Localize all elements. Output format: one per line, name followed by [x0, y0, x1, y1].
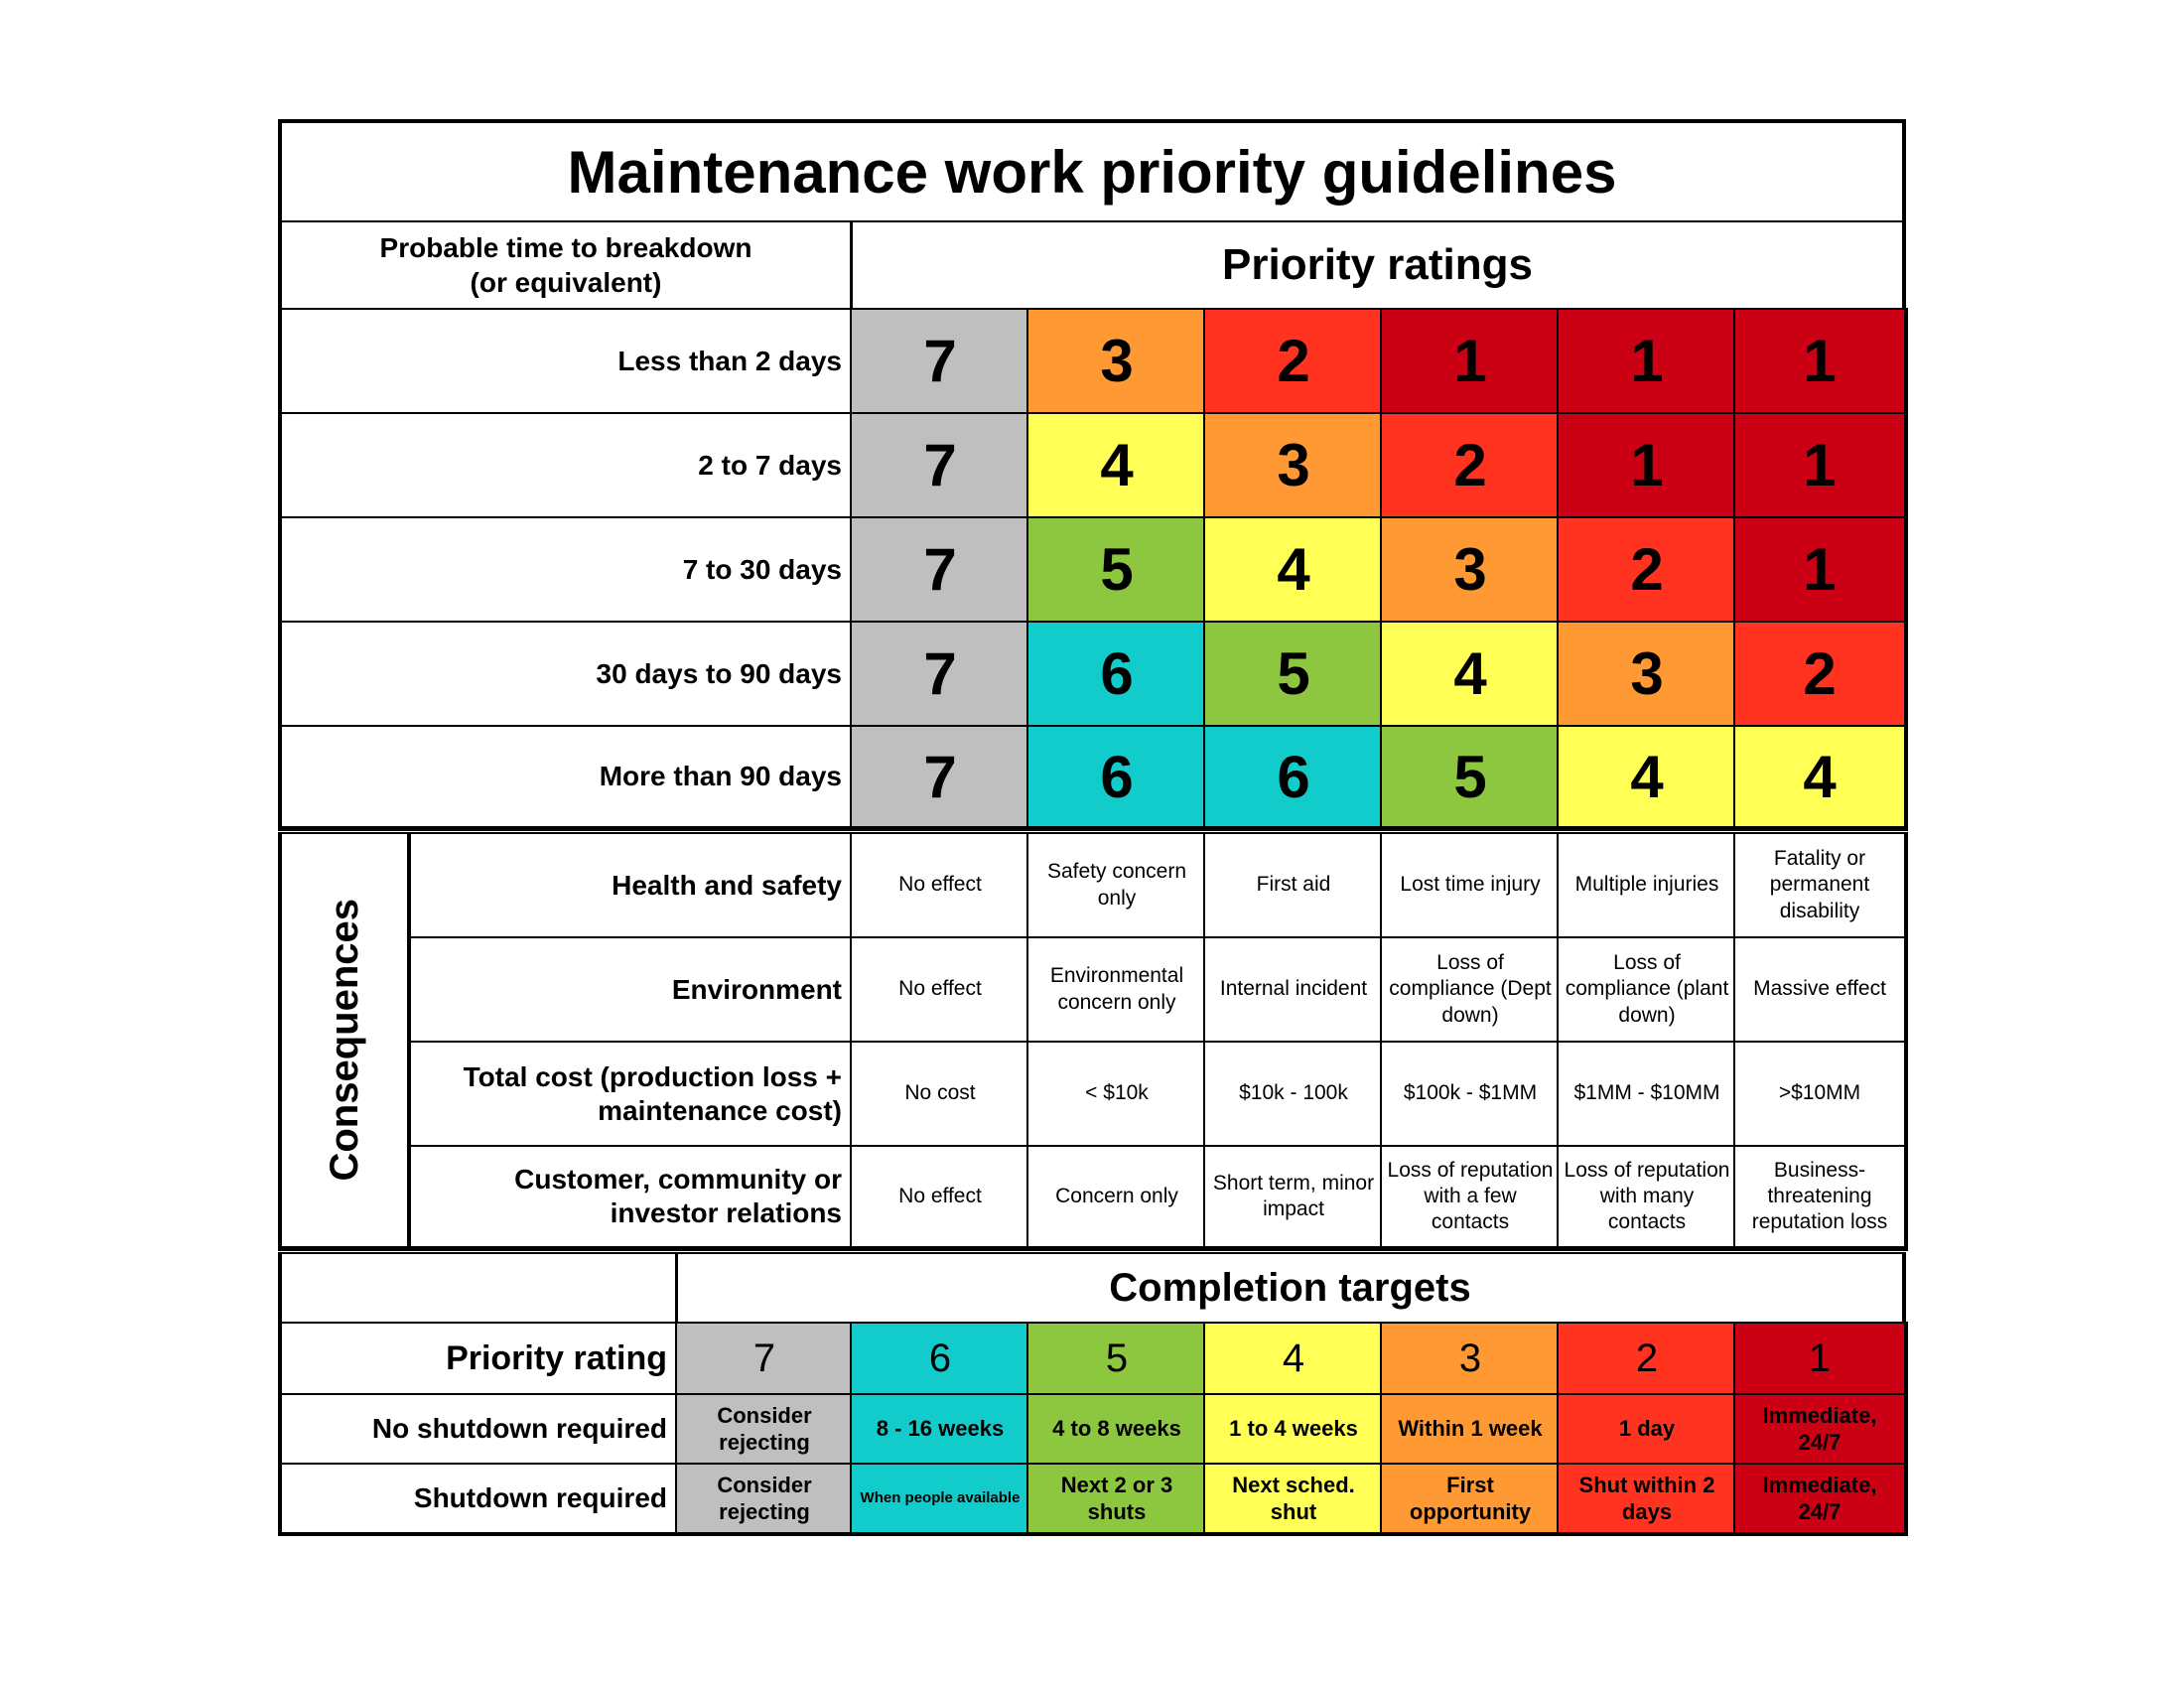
priority-cell: 4	[1380, 621, 1561, 727]
priority-cell: 7	[850, 516, 1030, 623]
completion-priority-cell: 7	[675, 1322, 854, 1395]
priority-cell: 1	[1557, 412, 1737, 518]
consequence-cell: No effect	[850, 832, 1030, 938]
consequence-cell: Massive effect	[1733, 936, 1908, 1043]
priority-cell: 2	[1203, 308, 1384, 414]
priority-cell: 1	[1733, 412, 1908, 518]
priority-cell: 1	[1557, 308, 1737, 414]
priority-cell: 7	[850, 725, 1030, 831]
priority-cell: 7	[850, 621, 1030, 727]
priority-cell: 3	[1380, 516, 1561, 623]
consequence-cell: Loss of reputation with a few contacts	[1380, 1145, 1561, 1251]
consequence-cell: Environmental concern only	[1026, 936, 1207, 1043]
priority-cell: 3	[1557, 621, 1737, 727]
completion-no-shutdown-cell: 8 - 16 weeks	[850, 1393, 1030, 1465]
completion-priority-cell: 5	[1026, 1322, 1207, 1395]
priority-cell: 7	[850, 412, 1030, 518]
completion-shutdown-cell: Next 2 or 3 shuts	[1026, 1463, 1207, 1536]
completion-priority-cell: 1	[1733, 1322, 1908, 1395]
consequence-cell: Concern only	[1026, 1145, 1207, 1251]
priority-cell: 2	[1380, 412, 1561, 518]
consequence-cell: No effect	[850, 1145, 1030, 1251]
completion-shutdown-cell: Shut within 2 days	[1557, 1463, 1737, 1536]
consequence-row-label: Customer, community or investor relations	[409, 1145, 852, 1251]
matrix-row-label: 2 to 7 days	[278, 412, 852, 518]
priority-cell: 6	[1026, 621, 1207, 727]
consequence-cell: $100k - $1MM	[1380, 1041, 1561, 1147]
matrix-row-label: 7 to 30 days	[278, 516, 852, 623]
consequence-cell: Lost time injury	[1380, 832, 1561, 938]
consequence-cell: Loss of compliance (Dept down)	[1380, 936, 1561, 1043]
completion-priority-cell: 3	[1380, 1322, 1561, 1395]
completion-shutdown-cell: First opportunity	[1380, 1463, 1561, 1536]
consequence-cell: Multiple injuries	[1557, 832, 1737, 938]
priority-cell: 7	[850, 308, 1030, 414]
completion-no-shutdown-cell: 4 to 8 weeks	[1026, 1393, 1207, 1465]
completion-shutdown-cell: Next sched. shut	[1203, 1463, 1384, 1536]
priority-cell: 5	[1380, 725, 1561, 831]
priority-cell: 4	[1026, 412, 1207, 518]
completion-row-label: Priority rating	[278, 1322, 677, 1395]
matrix-row-label: More than 90 days	[278, 725, 852, 831]
completion-targets-header: Completion targets	[675, 1252, 1906, 1324]
consequence-cell: Fatality or permanent disability	[1733, 832, 1908, 938]
consequence-cell: First aid	[1203, 832, 1384, 938]
priority-cell: 1	[1380, 308, 1561, 414]
completion-shutdown-cell: Immediate, 24/7	[1733, 1463, 1908, 1536]
consequence-cell: Short term, minor impact	[1203, 1145, 1384, 1251]
priority-cell: 3	[1026, 308, 1207, 414]
consequence-cell: < $10k	[1026, 1041, 1207, 1147]
completion-priority-cell: 4	[1203, 1322, 1384, 1395]
consequence-cell: No cost	[850, 1041, 1030, 1147]
completion-no-shutdown-cell: 1 to 4 weeks	[1203, 1393, 1384, 1465]
priority-cell: 4	[1557, 725, 1737, 831]
priority-cell: 6	[1026, 725, 1207, 831]
completion-blank-cell	[278, 1252, 677, 1324]
consequence-row-label: Total cost (production loss + maintenance cost)	[409, 1041, 852, 1147]
matrix-row-label: Less than 2 days	[278, 308, 852, 414]
completion-no-shutdown-cell: 1 day	[1557, 1393, 1737, 1465]
completion-no-shutdown-cell: Within 1 week	[1380, 1393, 1561, 1465]
consequence-cell: $1MM - $10MM	[1557, 1041, 1737, 1147]
completion-no-shutdown-cell: Immediate, 24/7	[1733, 1393, 1908, 1465]
priority-cell: 3	[1203, 412, 1384, 518]
priority-cell: 2	[1733, 621, 1908, 727]
consequence-cell: Loss of compliance (plant down)	[1557, 936, 1737, 1043]
completion-row-label: No shutdown required	[278, 1393, 677, 1465]
consequence-cell: Business-threatening reputation loss	[1733, 1145, 1908, 1251]
completion-priority-cell: 2	[1557, 1322, 1737, 1395]
priority-cell: 5	[1026, 516, 1207, 623]
page-title: Maintenance work priority guidelines	[278, 119, 1906, 222]
breakdown-header: Probable time to breakdown (or equivalent)	[278, 220, 852, 310]
consequence-row-label: Health and safety	[409, 832, 852, 938]
completion-row-label: Shutdown required	[278, 1463, 677, 1536]
completion-no-shutdown-cell: Consider rejecting	[675, 1393, 854, 1465]
consequence-cell: Loss of reputation with many contacts	[1557, 1145, 1737, 1251]
priority-cell: 6	[1203, 725, 1384, 831]
consequence-row-label: Environment	[409, 936, 852, 1043]
consequence-cell: No effect	[850, 936, 1030, 1043]
priority-cell: 2	[1557, 516, 1737, 623]
matrix-row-label: 30 days to 90 days	[278, 621, 852, 727]
completion-shutdown-cell: Consider rejecting	[675, 1463, 854, 1536]
consequence-cell: Safety concern only	[1026, 832, 1207, 938]
consequences-label: Consequences	[322, 899, 366, 1182]
priority-cell: 4	[1203, 516, 1384, 623]
completion-priority-cell: 6	[850, 1322, 1030, 1395]
priority-cell: 1	[1733, 516, 1908, 623]
consequences-side-label	[278, 832, 411, 1251]
priority-cell: 1	[1733, 308, 1908, 414]
priority-cell: 5	[1203, 621, 1384, 727]
completion-shutdown-cell: When people available	[850, 1463, 1030, 1536]
priority-guidelines-table	[278, 119, 1906, 1524]
consequence-cell: >$10MM	[1733, 1041, 1908, 1147]
priority-ratings-header: Priority ratings	[850, 220, 1906, 310]
consequence-cell: Internal incident	[1203, 936, 1384, 1043]
consequence-cell: $10k - 100k	[1203, 1041, 1384, 1147]
priority-cell: 4	[1733, 725, 1908, 831]
